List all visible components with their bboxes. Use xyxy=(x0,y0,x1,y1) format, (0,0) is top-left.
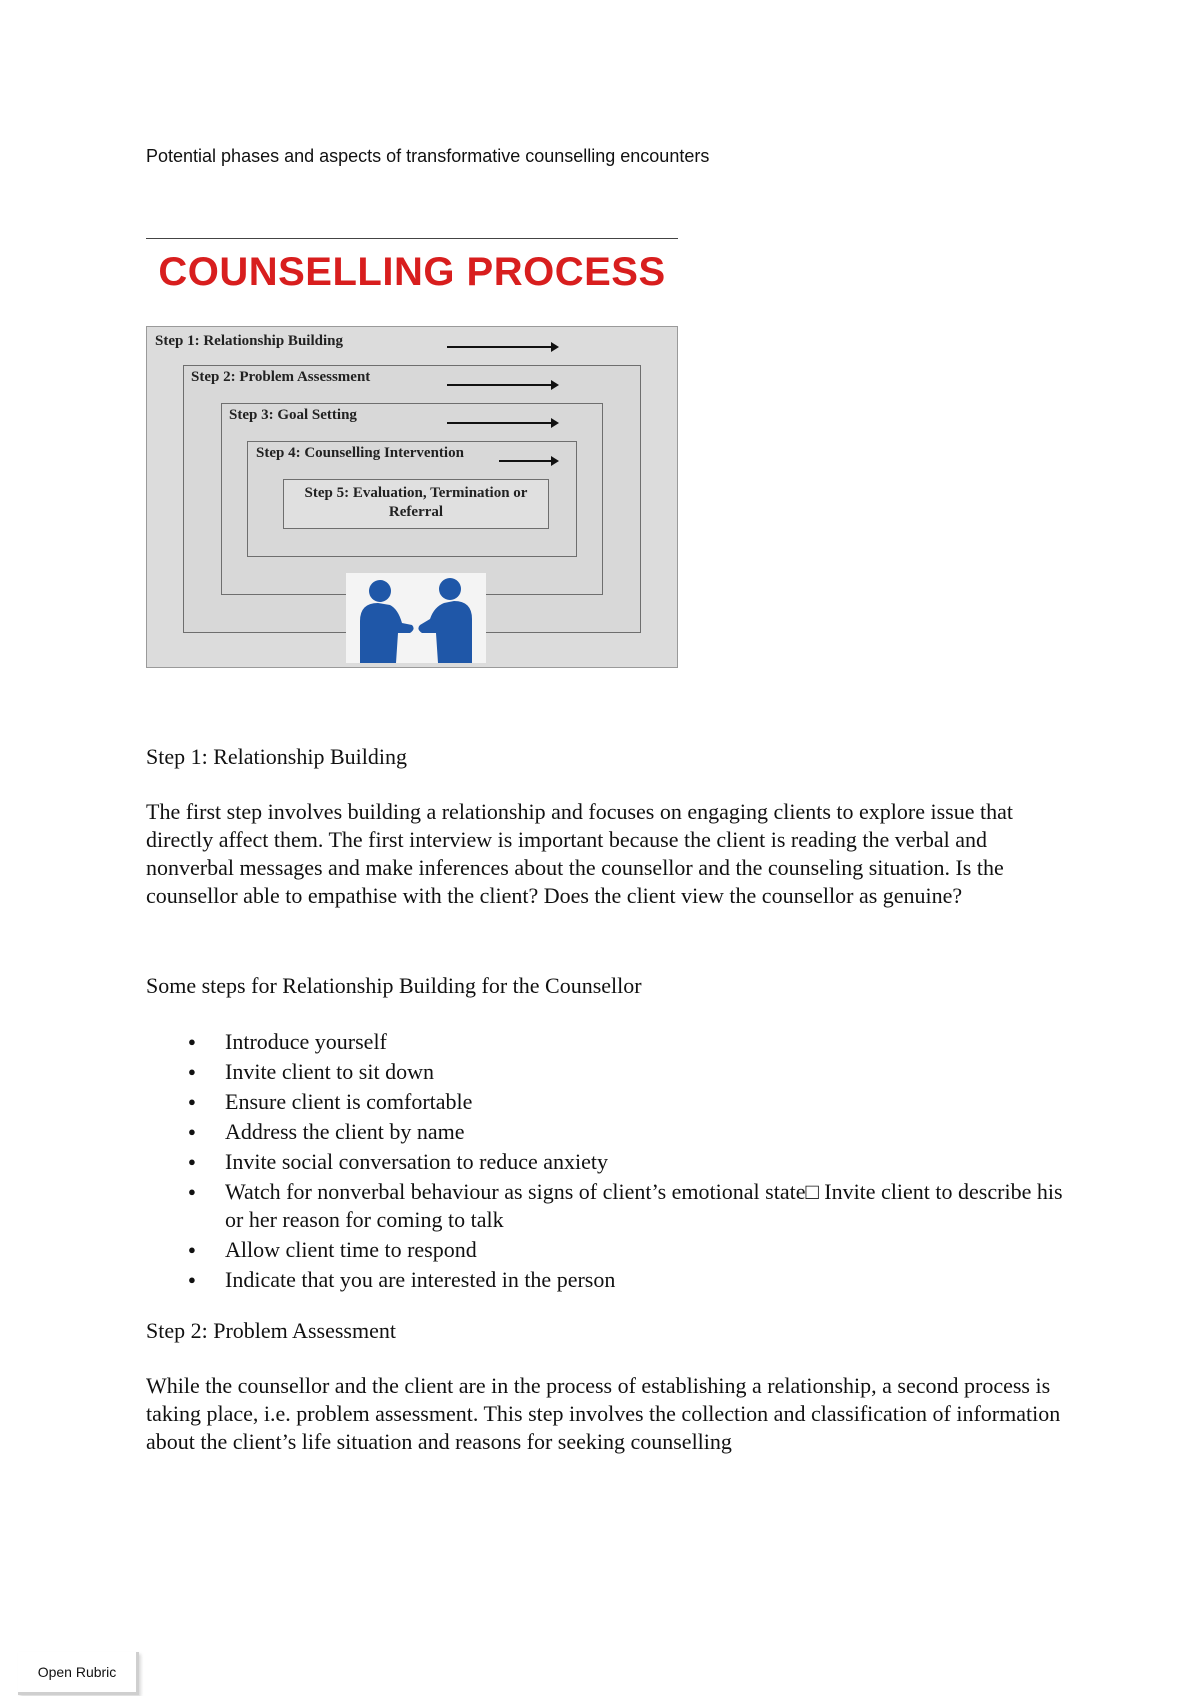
page-heading: Potential phases and aspects of transformative counselling encounters xyxy=(146,146,710,166)
step2-heading: Step 2: Problem Assessment xyxy=(146,1318,396,1343)
list-item: ● Address the client by name xyxy=(146,1118,1066,1146)
list-item: ● Invite client to sit down xyxy=(146,1058,1066,1086)
list-item: ● Allow client time to respond xyxy=(146,1236,1066,1264)
counselling-process-figure xyxy=(146,238,678,668)
step1-paragraph: The first step involves building a relationship and focuses on engaging clients to explore issue that directly affect them. The first interview is important because the client is reading the verbal and nonverbal messages and make inferences about the counsellor and the counseling situation. Is the counsellor able to empathise with the client? Does the client view the counsellor as genuine? xyxy=(146,799,1013,908)
step2-label: Step 2: Problem Assessment xyxy=(191,369,371,385)
step4-label: Step 4: Counselling Intervention xyxy=(256,445,464,461)
step2-arrow xyxy=(447,384,557,386)
list-item: ● Indicate that you are interested in the person xyxy=(146,1266,1066,1294)
people-icon xyxy=(346,573,486,663)
list-item: ● Invite social conversation to reduce anxiety xyxy=(146,1148,1066,1176)
figure-top-rule xyxy=(146,238,678,239)
step1-heading: Step 1: Relationship Building xyxy=(146,744,407,769)
figure-title: COUNSELLING PROCESS xyxy=(158,250,666,294)
list-item: ● Introduce yourself xyxy=(146,1028,1066,1056)
step5-label: Step 5: Evaluation, Termination or Referral xyxy=(304,485,528,520)
step3-label: Step 3: Goal Setting xyxy=(229,407,357,423)
step3-arrow xyxy=(447,422,557,424)
open-rubric-button[interactable]: Open Rubric xyxy=(18,1652,139,1695)
step2-paragraph: While the counsellor and the client are in the process of establishing a relationship, a second process is taking place, i.e. problem assessment. This step involves the collection and classification of information about the client’s life situation and reasons for seeking counselling xyxy=(146,1373,1061,1454)
step5-box xyxy=(283,479,549,529)
list-item: ● Ensure client is comfortable xyxy=(146,1088,1066,1116)
step1-list-intro: Some steps for Relationship Building for the Counsellor xyxy=(146,973,642,998)
step1-arrow xyxy=(447,346,557,348)
relationship-steps-list xyxy=(146,1028,1066,1296)
counsellor-client-silhouette xyxy=(346,573,486,663)
list-item: ● Watch for nonverbal behaviour as signs of client’s emotional state□ Invite client to describe his or her reason for coming to talk xyxy=(146,1178,1066,1234)
step1-label: Step 1: Relationship Building xyxy=(155,333,343,349)
figure-panel xyxy=(146,326,678,668)
step4-arrow xyxy=(499,460,557,462)
